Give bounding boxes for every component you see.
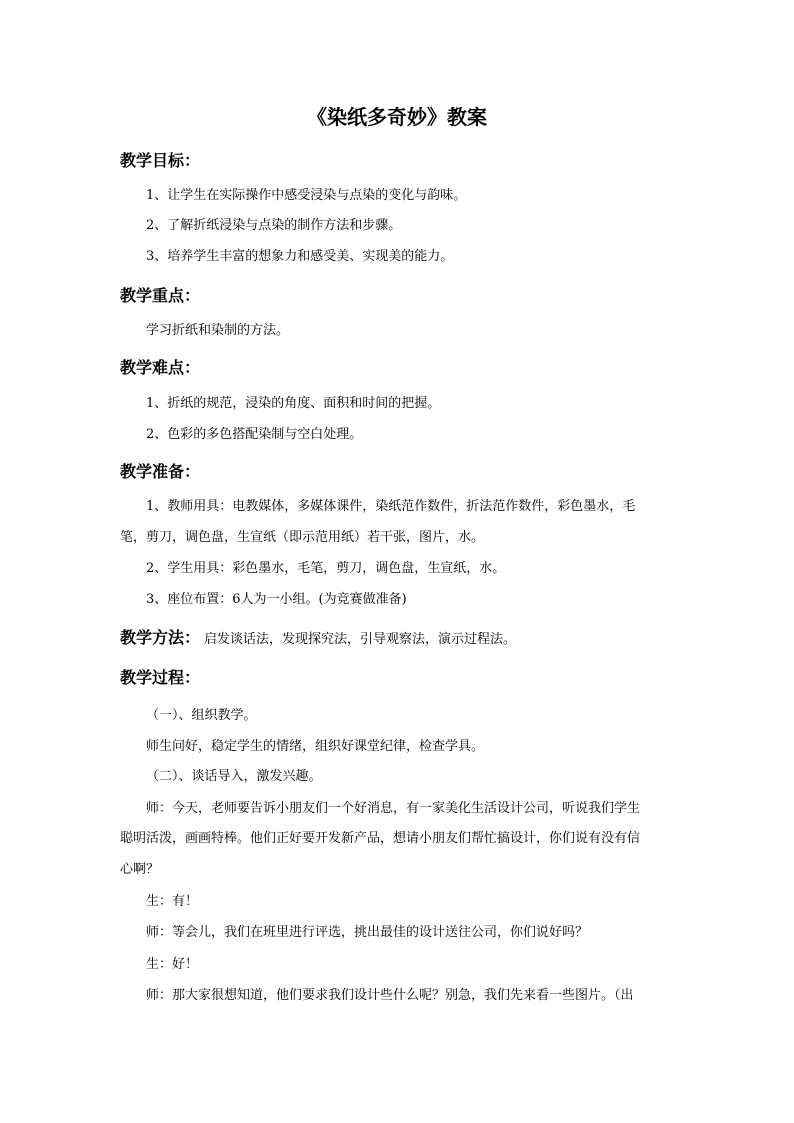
heading-preparation: 教学准备： xyxy=(120,462,201,481)
process-line-9: 生：好！ xyxy=(146,957,199,972)
process-line-2: 师生问好，稳定学生的情绪，组织好课堂纪律，检查学具。 xyxy=(146,739,485,754)
process-line-5: 聪明活泼，画画特棒。他们正好要开发新产品，想请小朋友们帮忙搞设计，你们说有没有信 xyxy=(120,831,641,846)
goal-item-2: 2、了解折纸浸染与点染的制作方法和步骤。 xyxy=(146,218,402,233)
preparation-item-1-line-2: 笔，剪刀，调色盘，生宣纸（即示范用纸）若干张，图片，水。 xyxy=(120,530,485,545)
goal-item-3: 3、培养学生丰富的想象力和感受美、实现美的能力。 xyxy=(146,249,454,264)
process-line-7: 生：有！ xyxy=(146,894,199,909)
document-title: 《染纸多奇妙》教案 xyxy=(307,105,487,129)
difficulty-item-1: 1、折纸的规范，浸染的角度、面积和时间的把握。 xyxy=(146,396,441,411)
heading-key-points: 教学重点： xyxy=(120,286,201,305)
process-line-8: 师：等会儿，我们在班里进行评选，挑出最佳的设计送往公司，你们说好吗？ xyxy=(146,925,589,940)
process-line-6: 心啊？ xyxy=(120,862,160,877)
process-line-4: 师：今天，老师要告诉小朋友们一个好消息，有一家美化生活设计公司，听说我们学生 xyxy=(146,801,641,816)
heading-methods: 教学方法： xyxy=(120,628,201,647)
process-line-10: 师：那大家很想知道，他们要求我们设计些什么呢？别急，我们先来看一些图片。（出 xyxy=(146,988,634,1003)
key-points-text: 学习折纸和染制的方法。 xyxy=(146,323,290,338)
process-line-1: （一）、组织教学。 xyxy=(146,708,257,723)
preparation-item-3: 3、座位布置：6人为一小组。(为竞赛做准备) xyxy=(146,592,407,607)
preparation-item-1-line-1: 1、教师用具：电教媒体，多媒体课件，染纸范作数件，折法范作数件，彩色墨水，毛 xyxy=(146,499,636,514)
heading-teaching-goals: 教学目标： xyxy=(120,151,201,170)
methods-row xyxy=(120,627,516,651)
methods-text: 启发谈话法，发现探究法，引导观察法，演示过程法。 xyxy=(204,632,517,647)
heading-difficulties: 教学难点： xyxy=(120,358,201,377)
heading-process: 教学过程： xyxy=(120,668,201,687)
preparation-item-2: 2、学生用具：彩色墨水，毛笔，剪刀，调色盘，生宣纸，水。 xyxy=(146,561,506,576)
difficulty-item-2: 2、色彩的多色搭配染制与空白处理。 xyxy=(146,427,363,442)
process-line-3: （二）、谈话导入，激发兴趣。 xyxy=(146,769,322,784)
goal-item-1: 1、让学生在实际操作中感受浸染与点染的变化与韵味。 xyxy=(146,188,467,203)
